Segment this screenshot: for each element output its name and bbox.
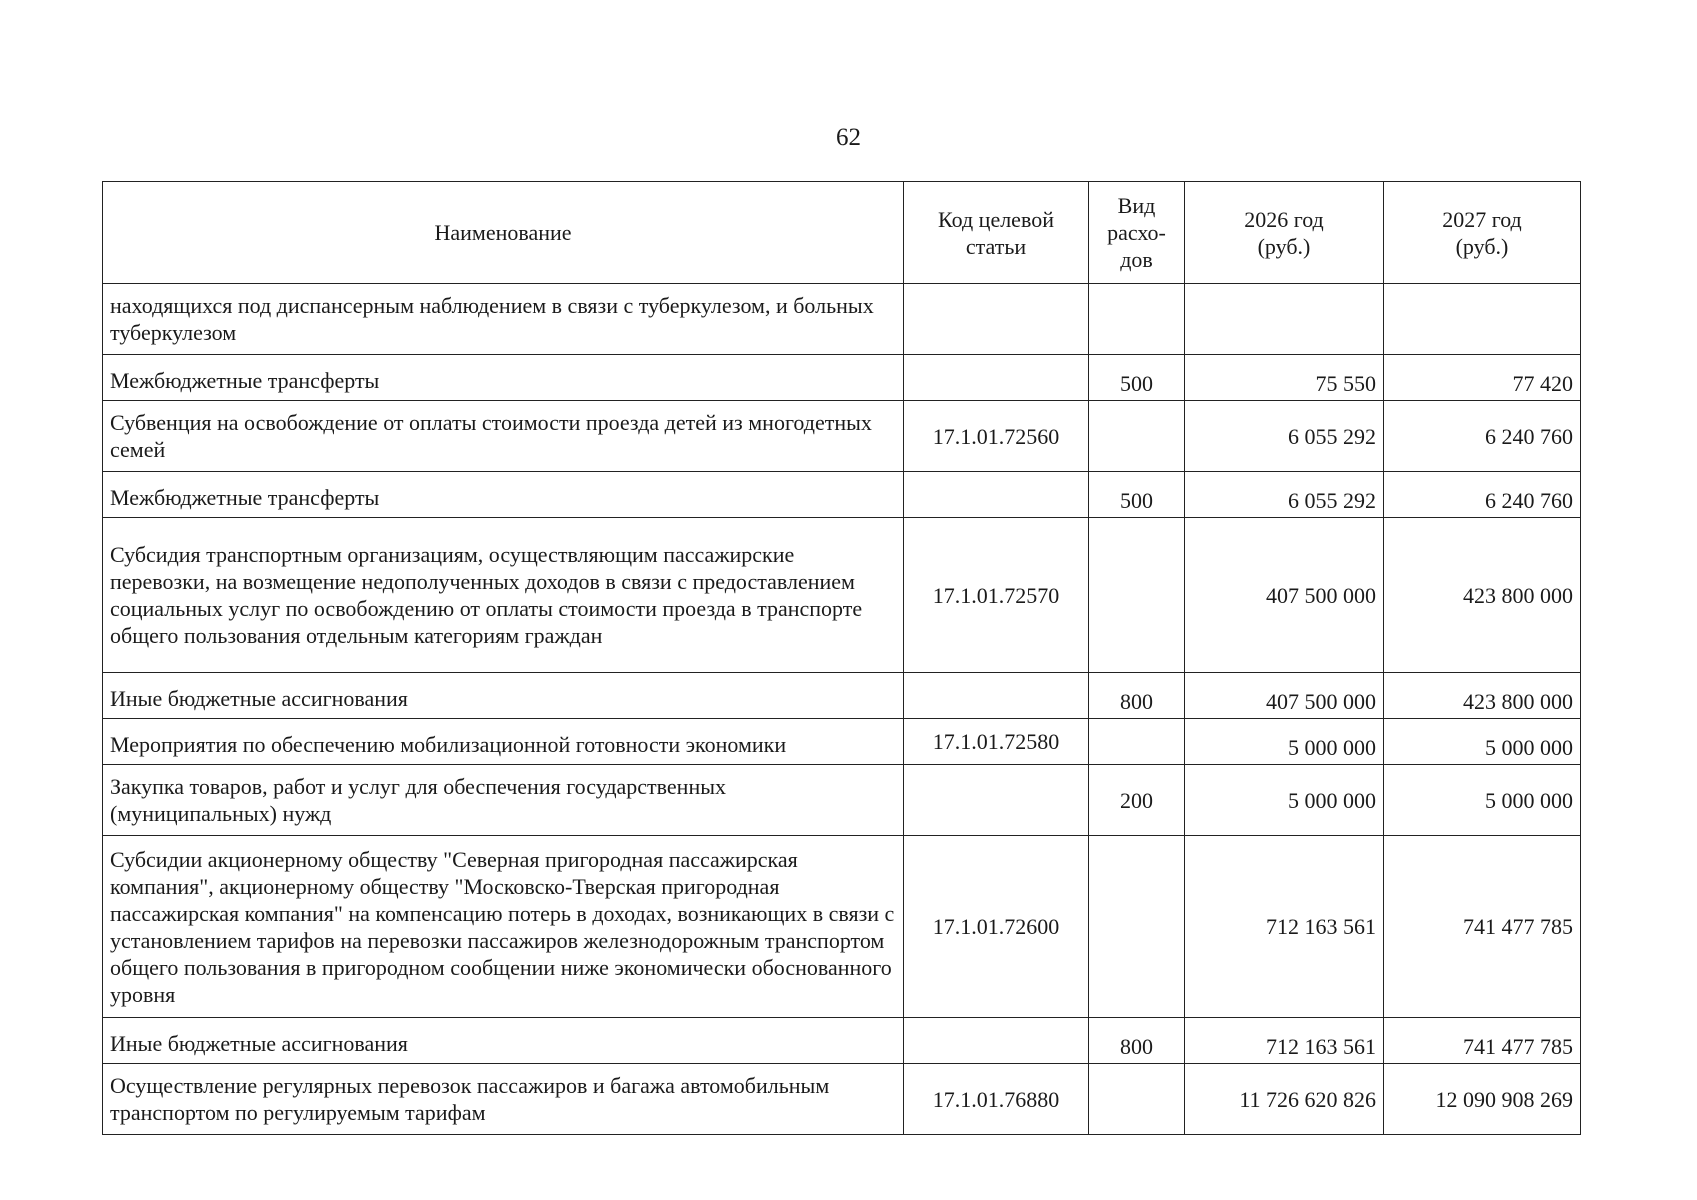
row-name: Субвенция на освобождение от оплаты стоимости проезда детей из многодетных семей (103, 401, 904, 472)
row-name: Субсидии акционерному обществу "Северная пригородная пассажирская компания", акционерному обществу "Московско-Тверская пригородная пассажирская компания" на компенсацию потерь в доходах, возникающих в связи с установлением тарифов на перевозки пассажиров железнодорожным транспортом общего пользования в пригородном сообщении ниже экономически обоснованного уровня (103, 836, 904, 1018)
row-amount-2027: 423 800 000 (1384, 673, 1581, 719)
header-2026: 2026 год (руб.) (1185, 182, 1384, 284)
row-code (904, 284, 1089, 355)
row-kind (1089, 518, 1185, 673)
table-row (103, 401, 1581, 472)
row-kind (1089, 1064, 1185, 1135)
row-kind (1089, 401, 1185, 472)
row-amount-2026: 6 055 292 (1185, 472, 1384, 518)
header-2027: 2027 год (руб.) (1384, 182, 1581, 284)
table-row (103, 719, 1581, 765)
header-kind: Вид расхо- дов (1089, 182, 1185, 284)
table-row (103, 1018, 1581, 1064)
row-name: Межбюджетные трансферты (103, 472, 904, 518)
row-amount-2026: 5 000 000 (1185, 719, 1384, 765)
table-header-row (103, 182, 1581, 284)
row-kind: 800 (1089, 673, 1185, 719)
budget-table (102, 181, 1581, 1135)
row-name: Иные бюджетные ассигнования (103, 1018, 904, 1064)
row-name: Иные бюджетные ассигнования (103, 673, 904, 719)
header-code: Код целевой статьи (904, 182, 1089, 284)
row-amount-2026: 5 000 000 (1185, 765, 1384, 836)
row-code: 17.1.01.72560 (904, 401, 1089, 472)
row-kind (1089, 836, 1185, 1018)
table-row (103, 472, 1581, 518)
row-amount-2027: 77 420 (1384, 355, 1581, 401)
row-code: 17.1.01.76880 (904, 1064, 1089, 1135)
row-name: Осуществление регулярных перевозок пассажиров и багажа автомобильным транспортом по регулируемым тарифам (103, 1064, 904, 1135)
row-kind: 800 (1089, 1018, 1185, 1064)
table-row (103, 1064, 1581, 1135)
row-amount-2026: 75 550 (1185, 355, 1384, 401)
table-row (103, 673, 1581, 719)
row-amount-2027: 5 000 000 (1384, 765, 1581, 836)
row-amount-2026: 6 055 292 (1185, 401, 1384, 472)
row-code (904, 1018, 1089, 1064)
row-kind: 500 (1089, 355, 1185, 401)
row-kind: 500 (1089, 472, 1185, 518)
row-name: находящихся под диспансерным наблюдением в связи с туберкулезом, и больных туберкулезом (103, 284, 904, 355)
row-name: Мероприятия по обеспечению мобилизационной готовности экономики (103, 719, 904, 765)
row-amount-2027: 741 477 785 (1384, 1018, 1581, 1064)
row-amount-2027: 423 800 000 (1384, 518, 1581, 673)
row-kind (1089, 284, 1185, 355)
row-amount-2027: 5 000 000 (1384, 719, 1581, 765)
row-amount-2026: 407 500 000 (1185, 673, 1384, 719)
row-kind (1089, 719, 1185, 765)
row-code: 17.1.01.72570 (904, 518, 1089, 673)
header-name: Наименование (103, 182, 904, 284)
row-name: Межбюджетные трансферты (103, 355, 904, 401)
row-amount-2026 (1185, 284, 1384, 355)
table-row (103, 836, 1581, 1018)
row-code: 17.1.01.72600 (904, 836, 1089, 1018)
row-code: 17.1.01.72580 (904, 719, 1089, 765)
table-row (103, 355, 1581, 401)
row-code (904, 673, 1089, 719)
row-code (904, 355, 1089, 401)
row-amount-2027 (1384, 284, 1581, 355)
row-amount-2027: 12 090 908 269 (1384, 1064, 1581, 1135)
row-code (904, 765, 1089, 836)
row-amount-2026: 712 163 561 (1185, 836, 1384, 1018)
row-amount-2026: 407 500 000 (1185, 518, 1384, 673)
row-amount-2027: 6 240 760 (1384, 401, 1581, 472)
table-row (103, 518, 1581, 673)
row-amount-2027: 741 477 785 (1384, 836, 1581, 1018)
row-kind: 200 (1089, 765, 1185, 836)
table-row (103, 284, 1581, 355)
row-amount-2027: 6 240 760 (1384, 472, 1581, 518)
row-code (904, 472, 1089, 518)
table-row (103, 765, 1581, 836)
row-amount-2026: 11 726 620 826 (1185, 1064, 1384, 1135)
page-number: 62 (836, 124, 861, 151)
row-amount-2026: 712 163 561 (1185, 1018, 1384, 1064)
row-name: Субсидия транспортным организациям, осуществляющим пассажирские перевозки, на возмещение недополученных доходов в связи с предоставлением социальных услуг по освобождению от оплаты стоимости проезда в транспорте общего пользования отдельным категориям граждан (103, 518, 904, 673)
row-name: Закупка товаров, работ и услуг для обеспечения государственных (муниципальных) нужд (103, 765, 904, 836)
